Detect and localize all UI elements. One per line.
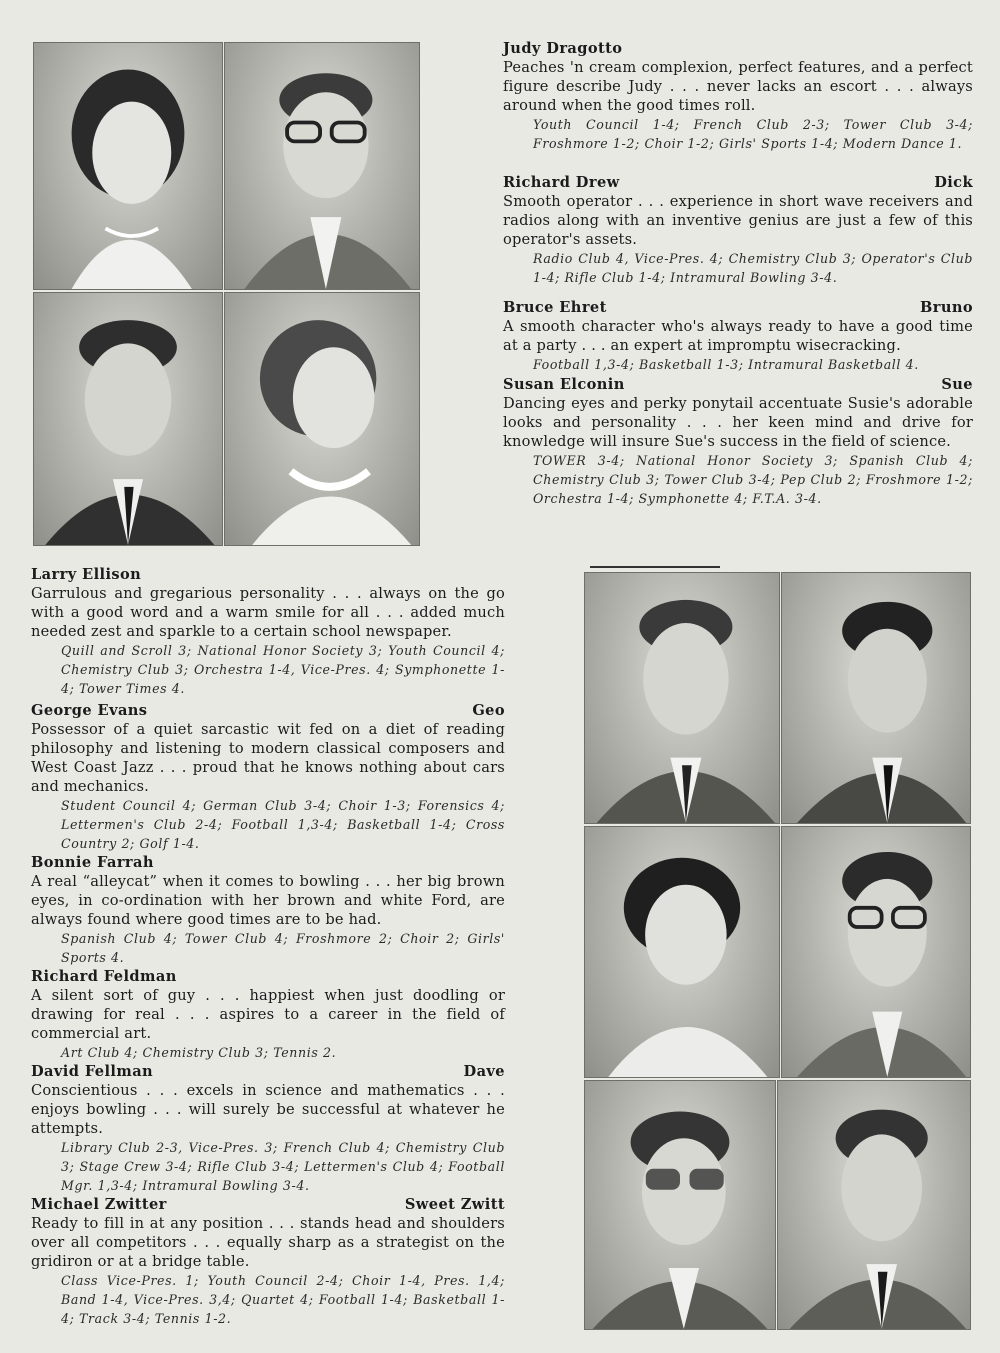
entry-header: [31, 853, 505, 872]
portrait-boy-icon: [782, 573, 970, 823]
entry-header: [503, 39, 973, 58]
student-activities: Quill and Scroll 3; National Honor Society 3; Youth Council 4; Chemistry Club 3; Orchestra 1-4, Vice-Pres. 4; Symphonette 1-4; Tower Times 4.: [61, 643, 505, 696]
entry-header: [31, 701, 505, 720]
portrait-photo-6: [781, 572, 971, 824]
portrait-photo-9: [584, 1080, 776, 1330]
entry-larry-ellison: [31, 565, 505, 698]
portrait-boy-glasses-icon: [585, 1081, 775, 1329]
portrait-boy-icon: [34, 293, 222, 545]
entry-judy-dragotto: [503, 39, 973, 153]
entry-george-evans: [31, 701, 505, 853]
student-description: Dancing eyes and perky ponytail accentuate Susie's adorable looks and personality . . . her keen mind and drive for knowledge will insure Sue's success in the field of science.: [503, 395, 973, 450]
student-name: Richard Feldman: [31, 968, 177, 985]
student-activities: Youth Council 1-4; French Club 2-3; Tower Club 3-4; Froshmore 1-2; Choir 1-2; Girls' Sports 1-4; Modern Dance 1.: [533, 117, 973, 151]
portrait-boy-icon: [585, 573, 779, 823]
entry-richard-feldman: [31, 967, 505, 1062]
student-name: Richard Drew: [503, 174, 620, 191]
portrait-girl-icon: [34, 43, 222, 289]
student-description: Garrulous and gregarious personality . . . always on the go with a good word and a warm smile for all . . . added much needed zest and sparkle to a certain school newspaper.: [31, 585, 505, 640]
student-description: Peaches 'n cream complexion, perfect features, and a perfect figure describe Judy . . . never lacks an escort . . . always around when the good times roll.: [503, 59, 973, 114]
portrait-photo-2: [224, 42, 420, 290]
student-description: A smooth character who's always ready to have a good time at a party . . . an expert at impromptu wisecracking.: [503, 318, 973, 354]
entry-bruce-ehret: [503, 298, 973, 374]
portrait-photo-4: [224, 292, 420, 546]
portrait-photo-1: [33, 42, 223, 290]
student-activities: Radio Club 4, Vice-Pres. 4; Chemistry Club 3; Operator's Club 1-4; Rifle Club 1-4; Intramural Bowling 3-4.: [533, 251, 973, 285]
photo-grid-rule: [590, 566, 720, 568]
student-nickname: Dave: [463, 1063, 505, 1080]
student-activities: Student Council 4; German Club 3-4; Choir 1-3; Forensics 4; Lettermen's Club 2-4; Football 1,3-4; Basketball 1-4; Cross Country 2; Golf 1-4.: [61, 798, 505, 851]
portrait-photo-7: [584, 826, 780, 1078]
entry-header: [31, 1062, 505, 1081]
portrait-girl-icon: [585, 827, 779, 1077]
student-nickname: Dick: [934, 174, 973, 191]
student-description: Ready to fill in at any position . . . stands head and shoulders over all competitors . . . equally sharp as a strategist on the gridiron or at a bridge table.: [31, 1215, 505, 1270]
entry-bonnie-farrah: [31, 853, 505, 967]
entry-header: [31, 967, 505, 986]
student-name: Susan Elconin: [503, 376, 625, 393]
portrait-photo-3: [33, 292, 223, 546]
student-activities: TOWER 3-4; National Honor Society 3; Spanish Club 4; Chemistry Club 3; Tower Club 3-4; Pep Club 2; Froshmore 1-2; Orchestra 1-4; Symphonette 4; F.T.A. 3-4.: [533, 453, 973, 506]
student-nickname: Sue: [941, 376, 973, 393]
entry-header: [31, 565, 505, 584]
student-name: Judy Dragotto: [503, 40, 623, 57]
student-nickname: Geo: [472, 702, 505, 719]
entry-header: [503, 298, 973, 317]
student-description: Smooth operator . . . experience in short wave receivers and radios along with an inventive genius are just a few of this operator's assets.: [503, 193, 973, 248]
entry-header: [503, 173, 973, 192]
student-name: Bonnie Farrah: [31, 854, 154, 871]
portrait-boy-glasses-icon: [225, 43, 419, 289]
student-name: David Fellman: [31, 1063, 154, 1080]
student-description: A real “alleycat” when it comes to bowling . . . her big brown eyes, in co-ordination with her brown and white Ford, are always found where good times are to be had.: [31, 873, 505, 928]
student-name: Bruce Ehret: [503, 299, 607, 316]
portrait-girl-collar-icon: [225, 293, 419, 545]
student-activities: Spanish Club 4; Tower Club 4; Froshmore 2; Choir 2; Girls' Sports 4.: [61, 931, 505, 965]
student-description: Possessor of a quiet sarcastic wit fed on a diet of reading philosophy and listening to modern classical composers and West Coast Jazz . . . proud that he knows nothing about cars and mechanics.: [31, 721, 505, 795]
portrait-boy-glasses-icon: [782, 827, 970, 1077]
student-name: George Evans: [31, 702, 148, 719]
student-activities: Football 1,3-4; Basketball 1-3; Intramural Basketball 4.: [533, 357, 919, 372]
entry-richard-drew: [503, 173, 973, 287]
entry-susan-elconin: [503, 375, 973, 508]
entry-header: [31, 1195, 505, 1214]
entry-david-fellman: [31, 1062, 505, 1195]
entry-header: [503, 375, 973, 394]
portrait-boy-icon: [778, 1081, 970, 1329]
student-description: A silent sort of guy . . . happiest when just doodling or drawing for real . . . aspires to a career in the field of commercial art.: [31, 987, 505, 1042]
portrait-photo-8: [781, 826, 971, 1078]
student-name: Michael Zwitter: [31, 1196, 167, 1213]
student-activities: Art Club 4; Chemistry Club 3; Tennis 2.: [61, 1045, 337, 1060]
student-activities: Class Vice-Pres. 1; Youth Council 2-4; Choir 1-4, Pres. 1,4; Band 1-4, Vice-Pres. 3,4; Quartet 4; Football 1-4; Basketball 1-4; Track 3-4; Tennis 1-2.: [61, 1273, 505, 1326]
student-name: Larry Ellison: [31, 566, 142, 583]
portrait-photo-10: [777, 1080, 971, 1330]
student-activities: Library Club 2-3, Vice-Pres. 3; French Club 4; Chemistry Club 3; Stage Crew 3-4; Rifle Club 3-4; Lettermen's Club 4; Football Mgr. 1,3-4; Intramural Bowling 3-4.: [61, 1140, 505, 1193]
student-nickname: Sweet Zwitt: [404, 1196, 505, 1213]
student-description: Conscientious . . . excels in science and mathematics . . . enjoys bowling . . . will surely be successful at whatever he attempts.: [31, 1082, 505, 1137]
entry-michael-zwitter: [31, 1195, 505, 1328]
portrait-photo-5: [584, 572, 780, 824]
student-nickname: Bruno: [920, 299, 973, 316]
